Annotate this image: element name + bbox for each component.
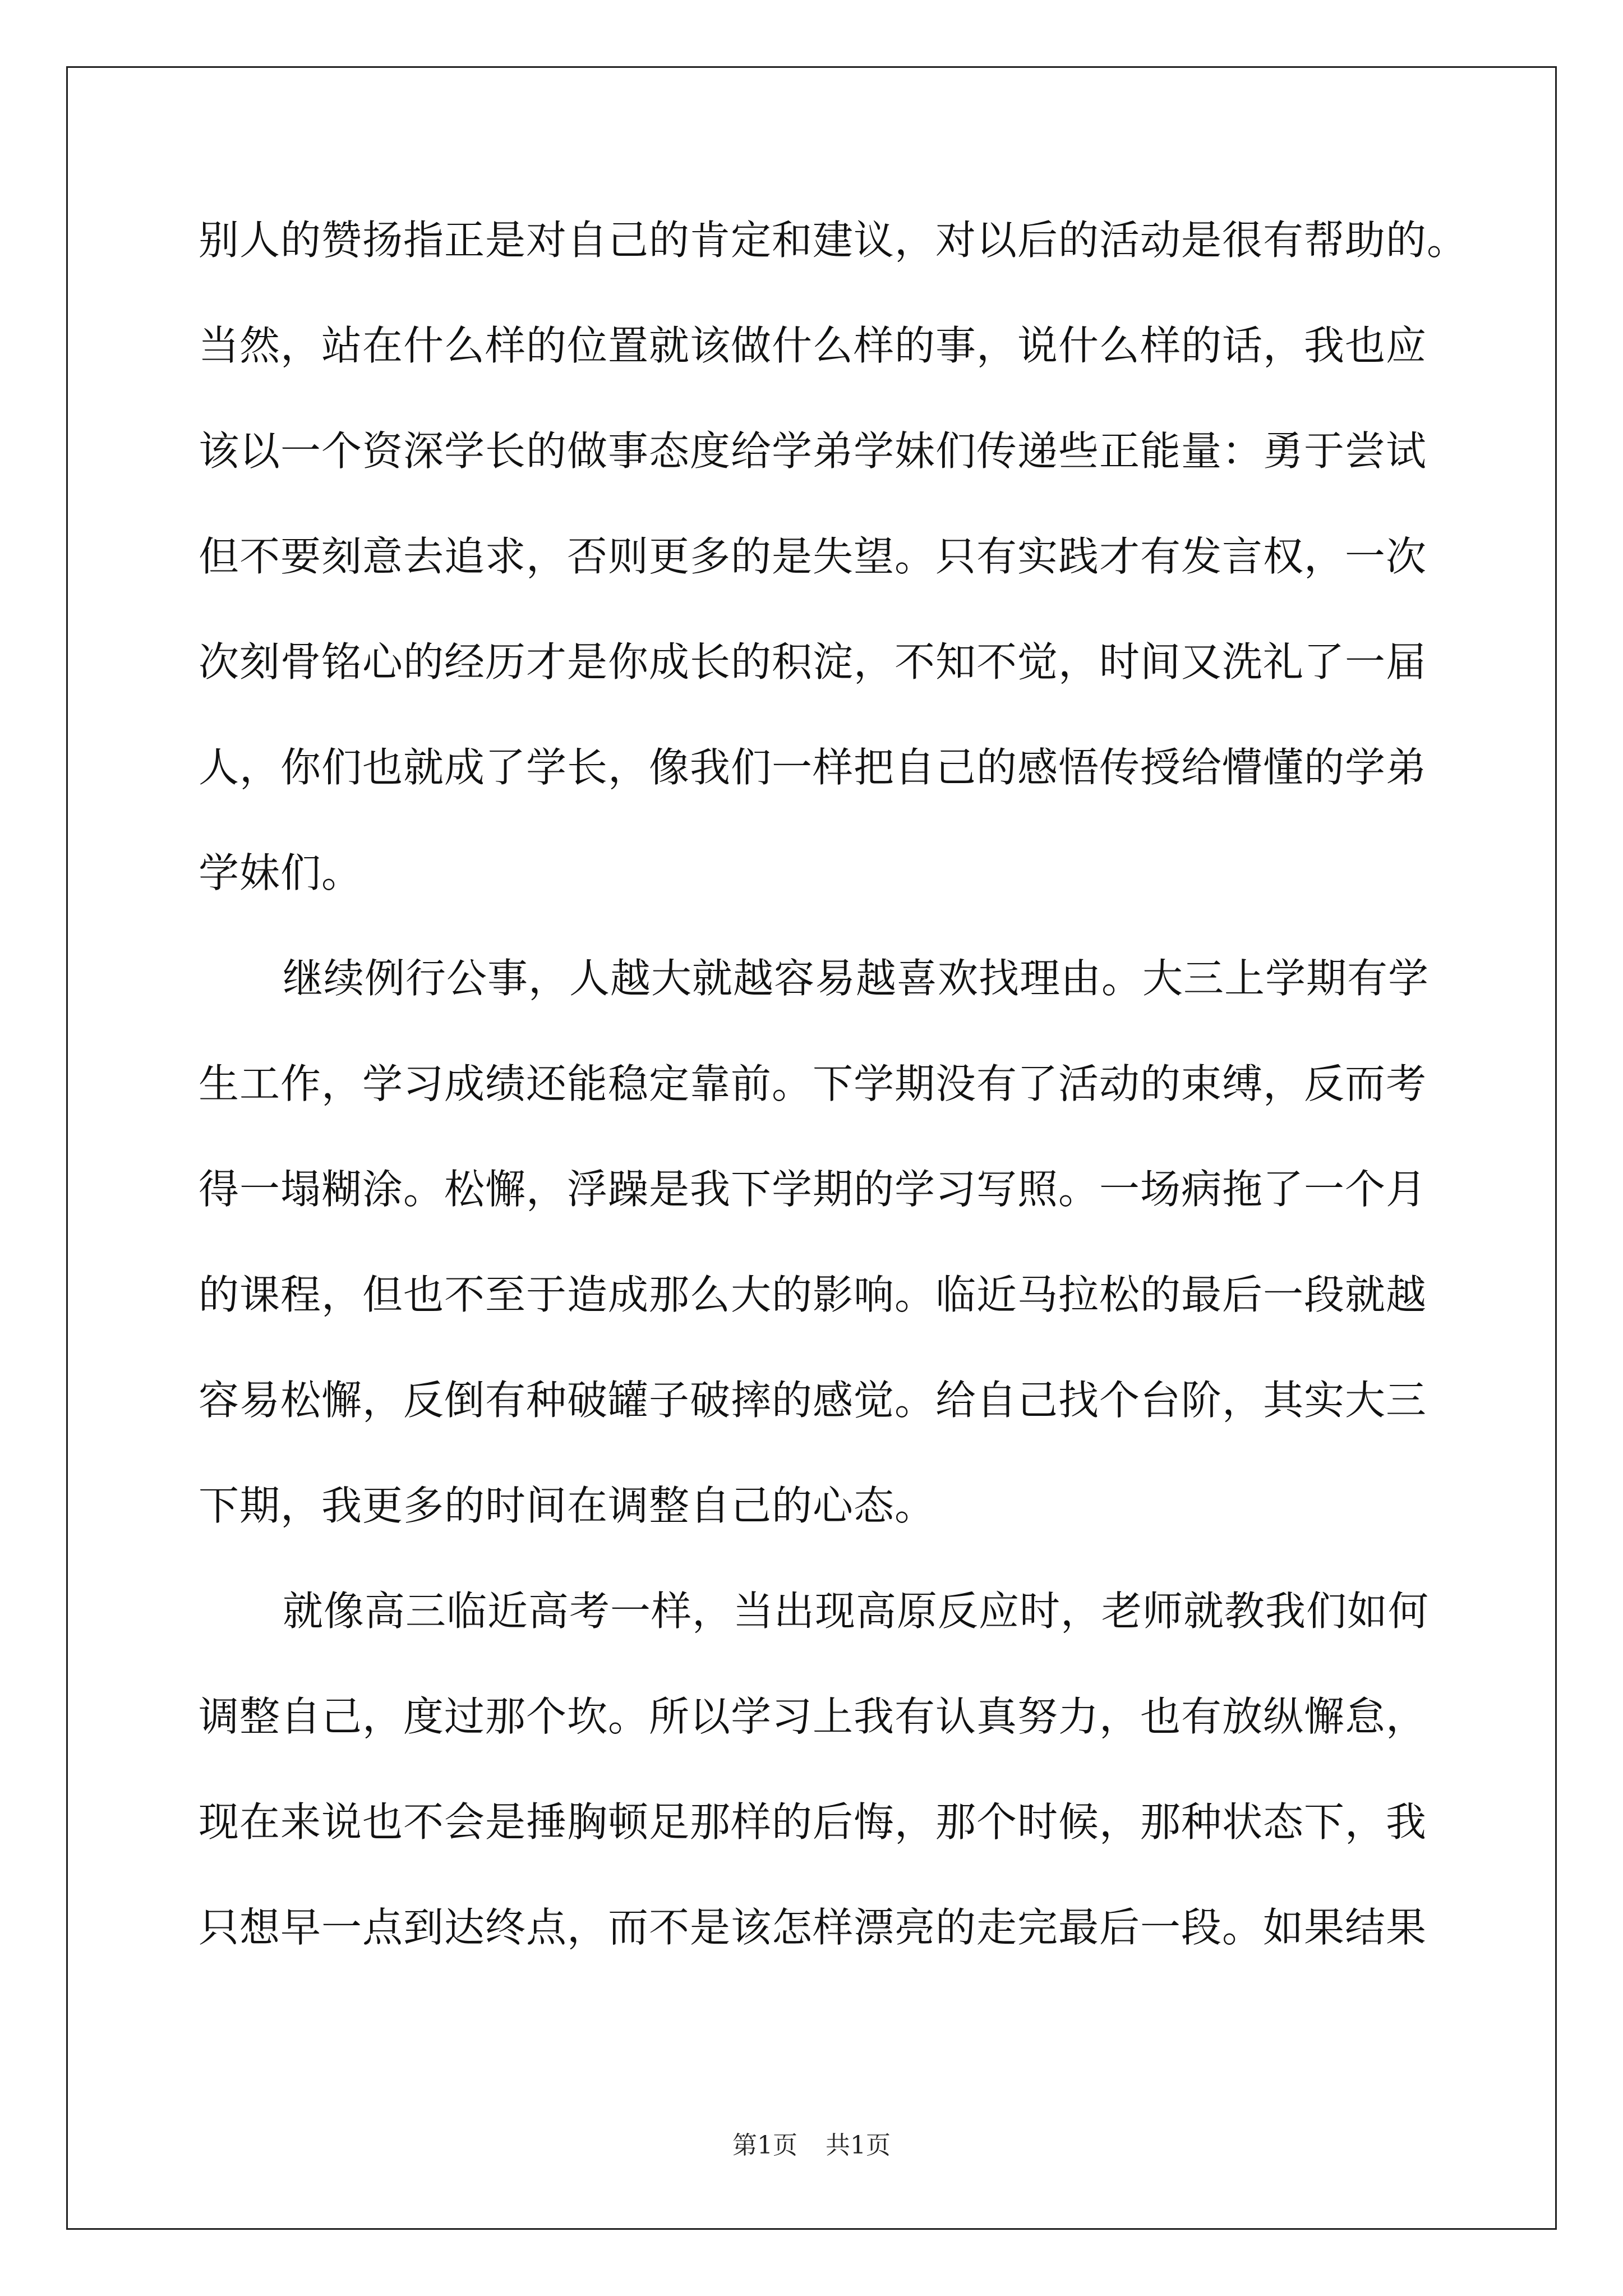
page-number: 第1页 [732, 2131, 797, 2160]
document-body [199, 206, 1468, 1999]
text-line: 但不要刻意去追求，否则更多的是失望。只有实践才有发言权，一次 [199, 533, 1427, 580]
text-line: 下期，我更多的时间在调整自己的心态。 [199, 1482, 936, 1529]
text-line: 次刻骨铭心的经历才是你成长的积淀，不知不觉，时间又洗礼了一届 [199, 638, 1427, 685]
text-line: 调整自己，度过那个坎。所以学习上我有认真努力，也有放纵懈怠， [199, 1693, 1427, 1740]
text-line: 只想早一点到达终点，而不是该怎样漂亮的走完最后一段。如果结果 [199, 1904, 1427, 1951]
text-line: 该以一个资深学长的做事态度给学弟学妹们传递些正能量：勇于尝试 [199, 427, 1427, 475]
page-total: 共1页 [826, 2131, 891, 2160]
page-footer [0, 2129, 1623, 2162]
paragraph-first-line: 就像高三临近高考一样，当出现高原反应时，老师就教我们如何 [283, 1588, 1430, 1635]
text-line: 生工作，学习成绩还能稳定靠前。下学期没有了活动的束缚，反而考 [199, 1060, 1427, 1107]
text-line: 容易松懈，反倒有种破罐子破摔的感觉。给自己找个台阶，其实大三 [199, 1377, 1427, 1424]
paragraph-first-line: 继续例行公事，人越大就越容易越喜欢找理由。大三上学期有学 [283, 955, 1430, 1002]
text-line: 得一塌糊涂。松懈，浮躁是我下学期的学习写照。一场病拖了一个月 [199, 1166, 1427, 1213]
text-line: 学妹们。 [199, 849, 363, 896]
text-line: 现在来说也不会是捶胸顿足那样的后悔，那个时候，那种状态下，我 [199, 1798, 1427, 1846]
text-line: 别人的赞扬指正是对自己的肯定和建议，对以后的活动是很有帮助的。 [199, 217, 1468, 264]
text-line: 的课程，但也不至于造成那么大的影响。临近马拉松的最后一段就越 [199, 1271, 1427, 1318]
text-line: 当然，站在什么样的位置就该做什么样的事，说什么样的话，我也应 [199, 322, 1427, 369]
text-line: 人，你们也就成了学长，像我们一样把自己的感悟传授给懵懂的学弟 [199, 744, 1427, 791]
